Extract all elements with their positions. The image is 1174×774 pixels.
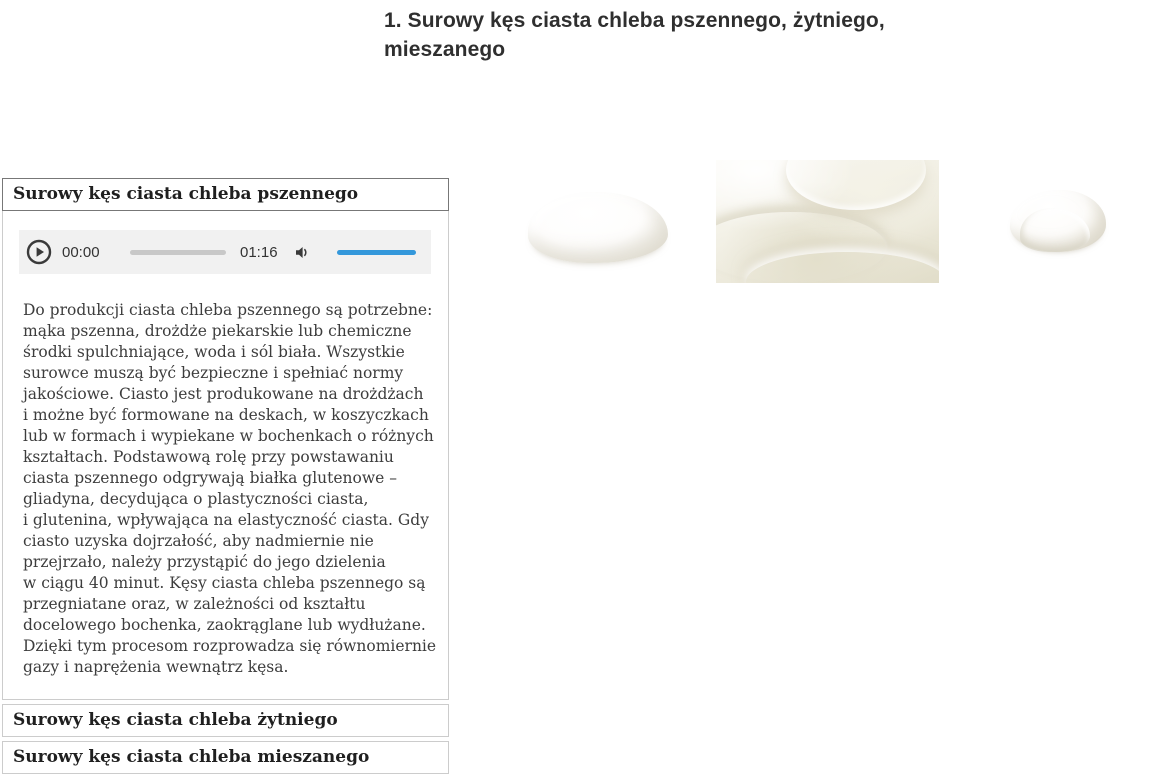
dough-fold-detail: [1020, 208, 1090, 252]
volume-slider[interactable]: [337, 250, 416, 255]
wheat-dough-ball-image: [528, 192, 668, 263]
audio-seek-bar[interactable]: [130, 250, 226, 255]
accordion-panel-chleb-pszenny: [2, 211, 449, 700]
speaker-icon: [293, 244, 310, 261]
audio-duration: 01:16: [240, 243, 278, 261]
volume-mute-button[interactable]: [293, 244, 310, 261]
play-circle-icon: [26, 239, 52, 265]
accordion-header-label: Surowy kęs ciasta chleba mieszanego: [13, 747, 370, 767]
accordion-header-chleb-pszenny[interactable]: [2, 178, 449, 211]
dough-texture-ridge: [786, 160, 926, 210]
lesson-paragraph: Do produkcji ciasta chleba pszennego są potrzebne: mąka pszenna, drożdże piekarskie lub chemiczne środki spulchniające, woda i sól biała. Wszystkie surowce muszą być bezpieczne i spełniać normy jakościowe. Ciasto jest produkowane na drożdżach i możne być formowane na deskach, w koszyczkach lub w formach i wypiekane w bochenkach o różnych kształtach. Podstawową rolę przy powstawaniu ciasta pszennego odgrywają białka glutenowe – gliadyna, decydująca o plastyczności ciasta, i glutenina, wpływająca na elastyczność ciasta. Gdy ciasto uzyska dojrzałość, aby nadmiernie nie przejrzało, należy przystąpić do jego dzielenia w ciągu 40 minut. Kęsy ciasta chleba pszennego są przegniatane oraz, w zależności od kształtu docelowego bochenka, zaokrąglane lub wydłużane. Dzięki tym procesom rozprowadza się równomiernie gazy i naprężenia wewnątrz kęsa.: [23, 301, 437, 676]
accordion-header-label: Surowy kęs ciasta chleba żytniego: [13, 710, 338, 730]
play-button[interactable]: [26, 239, 52, 265]
dough-texture-closeup-image: [716, 160, 939, 283]
audio-current-time: 00:00: [62, 243, 100, 261]
page-title: 1. Surowy kęs ciasta chleba pszennego, żytniego, mieszanego: [384, 9, 885, 61]
accordion-header-label: Surowy kęs ciasta chleba pszennego: [13, 184, 359, 204]
accordion: [2, 178, 449, 774]
folded-dough-piece-image: [1010, 190, 1106, 252]
accordion-header-chleb-mieszany[interactable]: [2, 741, 449, 774]
audio-player: [19, 230, 431, 274]
accordion-header-chleb-zytni[interactable]: [2, 704, 449, 737]
